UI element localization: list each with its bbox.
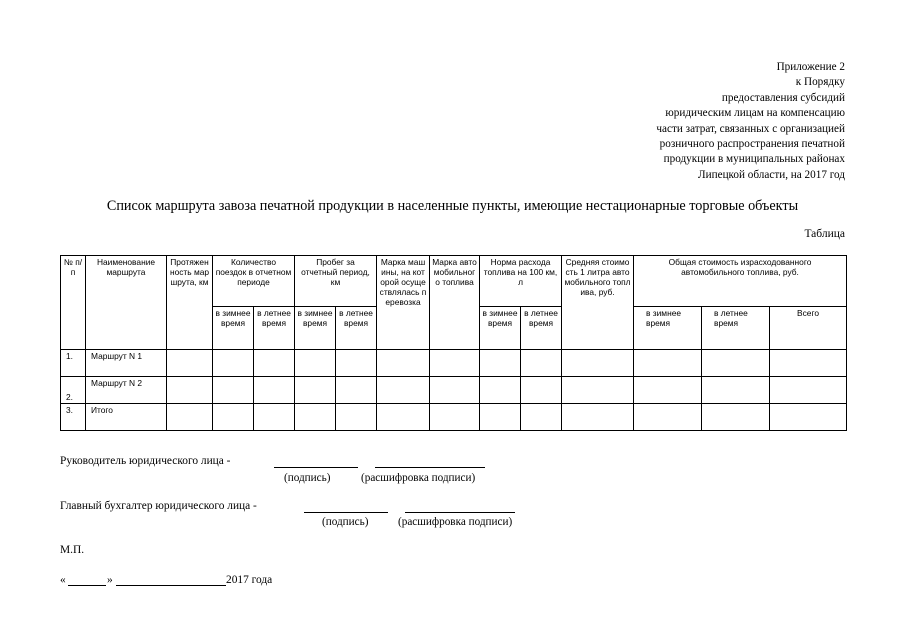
table-cell [377,350,430,377]
table-cell [377,404,430,431]
table-cell [430,350,480,377]
table-cell [295,350,336,377]
header-norm-winter: в зимнее время [480,307,521,350]
routes-table [60,255,847,431]
header-vehicle: Марка машины, на которой осуществлялась перевозка [377,256,430,350]
table-cell [634,350,702,377]
header-mileage-winter: в зимнее время [295,307,336,350]
table-cell [770,350,847,377]
table-cell [521,350,562,377]
table-cell [295,377,336,404]
date-close-quote: » [107,574,113,586]
appendix-line: юридическим лицам на компенсацию [665,107,845,120]
appendix-line: Приложение 2 [776,61,845,73]
stamp-label: М.П. [60,544,85,556]
table-cell [167,377,213,404]
table-cell [562,377,634,404]
row-route-name: Маршрут N 2 [86,377,167,404]
head-signature-caption: (подпись) [284,472,331,484]
table-row [61,377,847,404]
table-cell [430,404,480,431]
table-cell [213,377,254,404]
head-signature-label: Руководитель юридического лица - [60,455,231,467]
date-month-line[interactable] [116,585,226,586]
appendix-line: продукции в муниципальных районах [663,153,845,166]
table-cell [480,377,521,404]
table-cell [562,350,634,377]
table-cell [634,404,702,431]
table-cell [254,350,295,377]
appendix-line: к Порядку [795,76,845,89]
header-trips-summer: в летнее время [254,307,295,350]
date-open-quote: « [60,574,66,586]
table-cell [702,404,770,431]
table-row [61,404,847,431]
table-cell [213,350,254,377]
header-route-length: Протяженность маршрута, км [167,256,213,350]
appendix-line: предоставления субсидий [721,91,845,104]
document-title: Список маршрута завоза печатной продукции в населенные пункты, имеющие нестационарные торговые объекты [106,198,799,214]
accountant-signature-line[interactable] [304,512,388,513]
row-route-name: Итого [86,404,167,431]
table-cell [770,377,847,404]
head-decoding-line[interactable] [375,467,485,468]
row-num: 3. [61,404,86,431]
table-cell [480,404,521,431]
table-cell [562,404,634,431]
table-cell [336,377,377,404]
table-cell [167,350,213,377]
appendix-block [656,60,845,183]
table-cell [167,404,213,431]
accountant-decoding-line[interactable] [405,512,515,513]
head-signature-line[interactable] [274,467,358,468]
row-num: 2. [61,377,86,404]
table-cell [336,404,377,431]
header-cost-total: Всего [770,307,847,350]
appendix-line: розничного распространения печатной [659,138,845,151]
table-cell [213,404,254,431]
table-cell [521,404,562,431]
header-fuel-brand: Марка автомобильного топлива [430,256,480,350]
header-mileage-summer: в летнее время [336,307,377,350]
table-cell [336,350,377,377]
table-cell [254,404,295,431]
table-cell [295,404,336,431]
header-avg-cost: Средняя стоимость 1 литра автомобильного топлива, руб. [562,256,634,350]
row-num: 1. [61,350,86,377]
row-route-name: Маршрут N 1 [86,350,167,377]
appendix-line: Липецкой области, на 2017 год [698,168,845,181]
header-route-name: Наименование маршрута [86,256,167,350]
table-cell [430,377,480,404]
table-cell [702,377,770,404]
table-cell [480,350,521,377]
header-trips: Количество поездок в отчетном периоде [213,256,295,307]
table-cell [377,377,430,404]
table-cell [634,377,702,404]
table-row [61,350,847,377]
header-total-cost: Общая стоимость израсходованного автомобильного топлива, руб. [634,256,847,307]
table-cell [254,377,295,404]
header-cost-winter: в зимнее время [634,307,702,350]
date-day-line[interactable] [68,585,106,586]
appendix-line: части затрат, связанных с организацией [656,122,845,135]
accountant-signature-caption: (подпись) [322,516,369,528]
head-decoding-caption: (расшифровка подписи) [361,472,476,484]
table-cell [521,377,562,404]
header-norm-summer: в летнее время [521,307,562,350]
table-cell [702,350,770,377]
header-cost-summer: в летнее время [702,307,770,350]
header-num: № п/п [61,256,86,350]
accountant-decoding-caption: (расшифровка подписи) [398,516,513,528]
table-label: Таблица [804,228,845,240]
header-fuel-norm: Норма расхода топлива на 100 км, л [480,256,562,307]
accountant-signature-label: Главный бухгалтер юридического лица - [60,500,257,512]
date-year: 2017 года [226,574,273,586]
table-cell [770,404,847,431]
header-mileage: Пробег за отчетный период, км [295,256,377,307]
header-trips-winter: в зимнее время [213,307,254,350]
